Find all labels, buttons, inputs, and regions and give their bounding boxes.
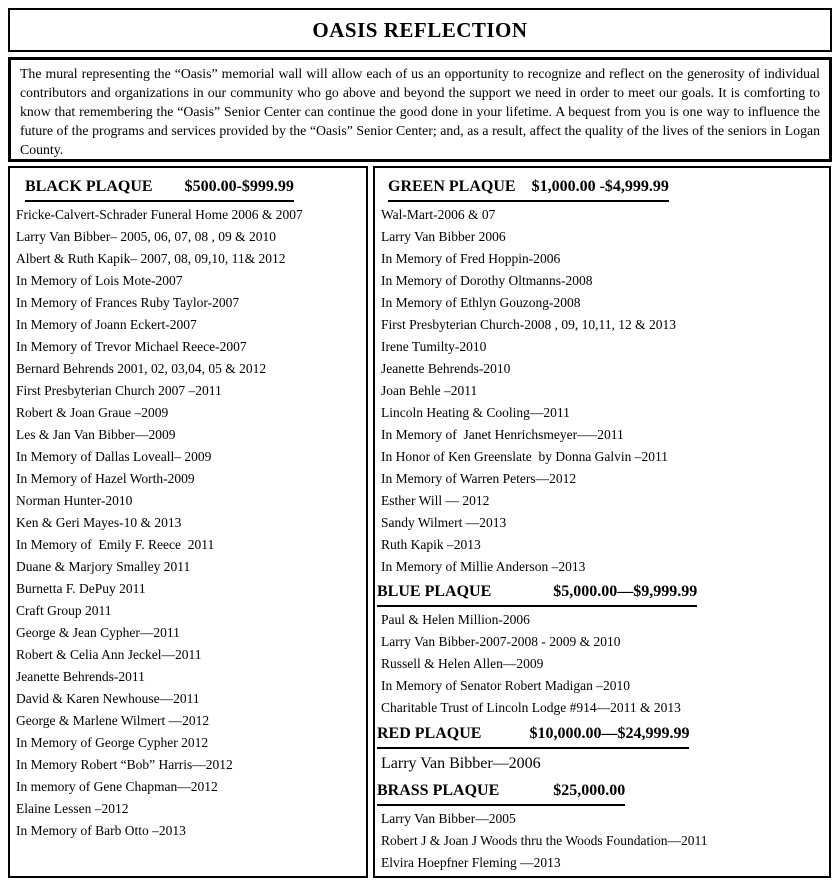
donor-entry: In Memory of Joann Eckert-2007: [16, 317, 197, 332]
donor-entry: Larry Van Bibber 2006: [381, 229, 506, 244]
intro-paragraph: The mural representing the “Oasis” memorial wall will allow each of us an opportunity to recognize and reflect on the generosity of individual contributors and organizations in our community who go above and beyond the support we need in order to meet our goals. It is comforting to know that remembering the “Oasis” Senior Center can continue the good done in your lifetime. A bequest from you is one way to influence the future of the programs and services provided by the “Oasis” Senior Center; and, as a result, affect the quality of the lives of the seniors in Logan County.: [20, 66, 820, 157]
donor-entry: In Memory of Ethlyn Gouzong-2008: [381, 295, 581, 310]
section-header-underline: [25, 175, 294, 202]
plaque-name-black: BLACK PLAQUE: [25, 178, 153, 195]
section-header-blue-plaque: [377, 580, 829, 607]
donor-entry: In Memory of Warren Peters—2012: [381, 471, 577, 486]
donor-entry: Russell & Helen Allen—2009: [381, 656, 544, 671]
plaque-name-blue: BLUE PLAQUE: [377, 583, 492, 600]
donor-entry: In Memory of Dorothy Oltmanns-2008: [381, 273, 593, 288]
donor-entry: Larry Van Bibber—2006: [381, 755, 541, 772]
donor-entry: Robert & Joan Graue –2009: [16, 405, 169, 420]
section-header-green-plaque: [388, 175, 829, 202]
donor-entry: In Memory of Frances Ruby Taylor-2007: [16, 295, 240, 310]
donor-entry: Joan Behle –2011: [381, 383, 478, 398]
black-plaque-donor-list: [10, 204, 366, 842]
plaque-range-black: $500.00-$999.99: [184, 178, 294, 195]
donor-entry: In Memory Robert “Bob” Harris—2012: [16, 757, 233, 772]
donor-entry: Burnetta F. DePuy 2011: [16, 581, 146, 596]
section-header-underline: [388, 175, 669, 202]
donor-entry: In Memory of Senator Robert Madigan –2010: [381, 678, 630, 693]
section-header-black-plaque: [25, 175, 366, 202]
plaque-name-red: RED PLAQUE: [377, 725, 482, 742]
donor-entry: Duane & Marjory Smalley 2011: [16, 559, 191, 574]
donor-entry: Bernard Behrends 2001, 02, 03,04, 05 & 2012: [16, 361, 267, 376]
donor-entry: Robert & Celia Ann Jeckel—2011: [16, 647, 202, 662]
plaque-range-brass: $25,000.00: [553, 782, 626, 799]
donor-entry: Ken & Geri Mayes-10 & 2013: [16, 515, 182, 530]
green-plaque-donor-list: [375, 204, 829, 578]
donor-entry: In memory of Gene Chapman—2012: [16, 779, 218, 794]
donor-entry: Esther Will — 2012: [381, 493, 490, 508]
section-header-red-plaque: [377, 722, 829, 749]
donor-entry: Elvira Hoepfner Fleming —2013: [381, 855, 561, 870]
page-title: OASIS REFLECTION: [312, 17, 528, 42]
donor-entry: George & Jean Cypher—2011: [16, 625, 180, 640]
donor-entry: Albert & Ruth Kapik– 2007, 08, 09,10, 11& 2012: [16, 251, 286, 266]
section-header-brass-plaque: [377, 779, 829, 806]
donor-entry: Jeanette Behrends-2011: [16, 669, 145, 684]
donor-entry: Sandy Wilmert —2013: [381, 515, 507, 530]
donor-entry: In Memory of Emily F. Reece 2011: [16, 537, 215, 552]
donor-entry: In Memory of Trevor Michael Reece-2007: [16, 339, 247, 354]
plaque-range-green: $1,000.00 -$4,999.99: [531, 178, 669, 195]
donor-entry: First Presbyterian Church 2007 –2011: [16, 383, 222, 398]
donor-entry: In Memory of Dallas Loveall– 2009: [16, 449, 212, 464]
donor-entry: Norman Hunter-2010: [16, 493, 133, 508]
donor-entry: Lincoln Heating & Cooling—2011: [381, 405, 570, 420]
plaque-range-red: $10,000.00—$24,999.99: [529, 725, 690, 742]
section-header-underline: [377, 779, 625, 806]
plaque-name-brass: BRASS PLAQUE: [377, 782, 500, 799]
donor-entry: Irene Tumilty-2010: [381, 339, 487, 354]
donor-entry: George & Marlene Wilmert —2012: [16, 713, 210, 728]
donor-entry: Larry Van Bibber– 2005, 06, 07, 08 , 09 & 2010: [16, 229, 276, 244]
brass-plaque-donor-list: [375, 808, 829, 874]
section-header-underline: [377, 722, 689, 749]
donor-entry: In Memory of Janet Henrichsmeyer—–2011: [381, 427, 624, 442]
section-header-underline: [377, 580, 697, 607]
red-plaque-donor-list: [375, 751, 829, 777]
donor-entry: In Memory of Millie Anderson –2013: [381, 559, 586, 574]
donor-entry: Jeanette Behrends-2010: [381, 361, 511, 376]
donor-entry: David & Karen Newhouse—2011: [16, 691, 200, 706]
plaque-name-green: GREEN PLAQUE: [388, 178, 516, 195]
donor-entry: Larry Van Bibber—2005: [381, 811, 516, 826]
intro-box: [8, 57, 832, 162]
donor-entry: Fricke-Calvert-Schrader Funeral Home 2006 & 2007: [16, 207, 303, 222]
donor-entry: Robert J & Joan J Woods thru the Woods Foundation—2011: [381, 833, 708, 848]
donor-entry: In Honor of Ken Greenslate by Donna Galvin –2011: [381, 449, 669, 464]
left-column: [8, 166, 368, 878]
blue-plaque-donor-list: [375, 609, 829, 719]
donor-entry: Craft Group 2011: [16, 603, 112, 618]
donor-entry: In Memory of Fred Hoppin-2006: [381, 251, 561, 266]
donor-entry: Elaine Lessen –2012: [16, 801, 129, 816]
donor-entry: Les & Jan Van Bibber—2009: [16, 427, 176, 442]
donor-entry: In Memory of Barb Otto –2013: [16, 823, 186, 838]
donor-entry: In Memory of Hazel Worth-2009: [16, 471, 195, 486]
donor-entry: In Memory of Lois Mote-2007: [16, 273, 183, 288]
donor-entry: First Presbyterian Church-2008 , 09, 10,11, 12 & 2013: [381, 317, 676, 332]
donor-entry: Wal-Mart-2006 & 07: [381, 207, 496, 222]
donor-entry: Ruth Kapik –2013: [381, 537, 481, 552]
title-box: [8, 8, 832, 52]
right-column: [373, 166, 831, 878]
donor-entry: Larry Van Bibber-2007-2008 - 2009 & 2010: [381, 634, 621, 649]
donor-entry: Charitable Trust of Lincoln Lodge #914—2011 & 2013: [381, 700, 681, 715]
donor-entry: Paul & Helen Million-2006: [381, 612, 530, 627]
plaque-range-blue: $5,000.00—$9,999.99: [553, 583, 698, 600]
donor-entry: In Memory of George Cypher 2012: [16, 735, 209, 750]
